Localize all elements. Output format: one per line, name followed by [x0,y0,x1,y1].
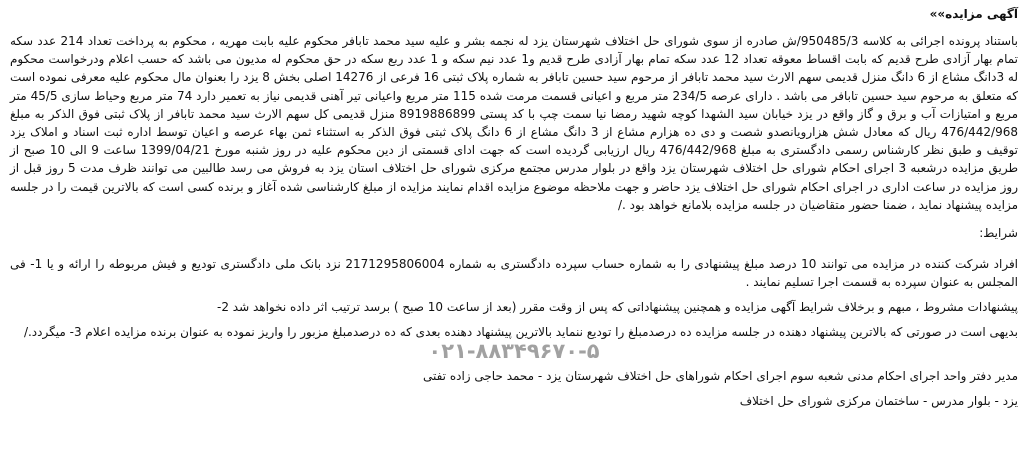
address-line: یزد - بلوار مدرس - ساختمان مرکزی شورای حل اختلاف [739,394,1018,409]
notice-body: باستناد پرونده اجرائی به کلاسه 950485/3/ش صادره از سوی شورای حل اختلاف شهرستان یزد له نجمه بشر و علیه سید محمد تابافر محکوم علیه بابت مهریه ، محکوم به پرداخت تعداد 214 عدد سکه تمام بهار آزادی طرح قدیم که بابت اقساط معوقه تعداد 12 عدد سکه تمام بهار آزادی طرح قدیم و1 عدد نیم سکه و 1 عدد ربع سکه در حق محکوم له مدیون می باشد که حسب اعلام ودرخواست محکوم له 3دانگ مشاع از 6 دانگ منزل قدیمی سهم الارث سید محمد تابافر از مرحوم سید حسین تابافر به شماره پلاک ثبتی 16 فرعی از 14276 اصلی بخش 8 یزد را بعنوان مال محکوم علیه معرفی نموده است که متعلق به مرحوم سید حسین تابافر می باشد . دارای عرصه 234/5 متر مربع و اعیانی قسمت مرمت شده 115 متر مربع واعیانی تیر آهنی قدیمی نیاز به تعمیر دارد 74 متر مربع وحیاط سازی 45/5 متر مربع و امتیازات آب و برق و گاز واقع در یزد خیابان سید الشهدا کوچه شهید رمضا نیا سمت چپ با کد پستی 8919886899 منزل قدیمی کل سهم الارث سید محمد تابافر از پلاک ثبتی فوق الذکر به مبلغ 476/442/968 ریال که معادل شش هزارویانصدو شصت و دی ده هزارم مشاع از 3 دانگ مشاع از 6 دانگ پلاک ثبتی فوق الذکر به استثناء ثمن بهاء عرصه و اعیان توسط اداره ثبت اسناد و املاک یزد توقیف و طبق نظر کارشناس رسمی دادگستری به مبلغ 476/442/968 ریال ارزیابی گردیده است که جهت ادای قسمتی از دین محکوم علیه در روز شنبه مورخ 1399/04/21 ساعت 9 الی 10 صبح از طریق مزایده درشعبه 3 اجرای احکام شورای حل اختلاف شهرستان یزد واقع در بلوار مدرس مجتمع مرکزی شورای حل اختلاف استان یزد به فروش می رسد طالبین می توانند ظرف مدت 5 روز قبل از روز مزایده در ساعت اداری در اجرای احکام شورای حل اختلاف یزد حاضر و جهت ملاحظه موضوع مزایده اقدام نمایند مزایده از مبلغ کارشناسی شده آغاز و برنده کسی است که بالاترین قیمت را در جلسه مزایده پیشنهاد نماید ، ضمنا حضور متقاضیان در جلسه مزایده بلامانع خواهد بود ./ [10,34,1019,212]
phone-watermark: ۰۲۱-۸۸۳۴۹۶۷۰-۵ [428,339,600,364]
condition-2: پیشنهادات مشروط ، مبهم و برخلاف شرایط آگهی مزایده و همچنین پیشنهاداتی که پس از وقت مقرر (بعد از ساعت 10 صبح ) برسد ترتیب اثر داده نخواهد شد 2- [216,300,1018,315]
signature-line: مدیر دفتر واحد اجرای احکام مدنی شعبه سوم اجرای احکام شوراهای حل اختلاف شهرستان یزد - محمد حاجی زاده تفتی [422,369,1018,384]
condition-3: بدیهی است در صورتی که بالاترین پیشنهاد دهنده در جلسه مزایده ده درصدمبلغ را تودیع ننماید بالاترین پیشنهاد دهنده بعدی که ده درصدمبلغ مزبور را واریز نموده به عنوان برنده مزایده اعلام 3- میگردد./ [23,325,1018,340]
conditions-heading: شرایط: [979,226,1018,241]
condition-1: افراد شرکت کننده در مزایده می توانند 10 درصد مبلغ پیشنهادی را به شماره حساب سپرده دادگستری به شماره 2171295806004 نزد بانک ملی دادگستری تودیع و فیش مربوطه را ارائه و یا 1- فی المجلس به عنوان سپرده به قسمت اجرا تسلیم نمایند . [10,257,1019,290]
notice-title: آگهی مزایده»» [929,7,1018,21]
